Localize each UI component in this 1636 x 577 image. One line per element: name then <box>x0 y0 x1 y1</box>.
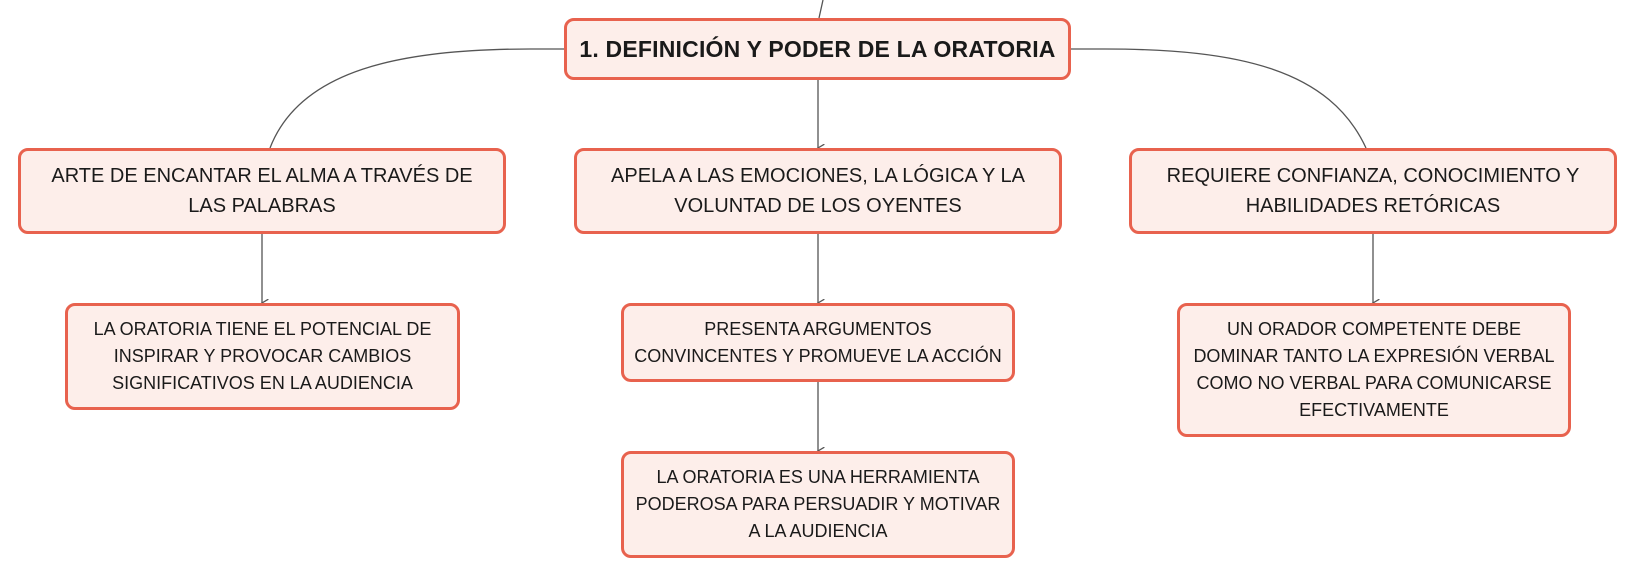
child-node-2-2[interactable] <box>621 451 1015 558</box>
root-node-label: 1. DEFINICIÓN Y PODER DE LA ORATORIA <box>579 35 1056 62</box>
connector-root-branch-1 <box>270 49 564 148</box>
child-node-1-1[interactable] <box>65 303 460 410</box>
child-node-3-1[interactable] <box>1177 303 1571 437</box>
child-node-3-1-label: UN ORADOR COMPETENTE DEBE DOMINAR TANTO LA EXPRESIÓN VERBAL COMO NO VERBAL PARA COMUNICARSE EFECTIVAMENTE <box>1193 319 1555 420</box>
branch-node-1[interactable] <box>18 148 506 234</box>
branch-node-3[interactable] <box>1129 148 1617 234</box>
child-node-1-1-label: LA ORATORIA TIENE EL POTENCIAL DE INSPIRAR Y PROVOCAR CAMBIOS SIGNIFICATIVOS EN LA AUDIENCIA <box>93 319 432 393</box>
child-node-2-2-label: LA ORATORIA ES UNA HERRAMIENTA PODEROSA PARA PERSUADIR Y MOTIVAR A LA AUDIENCIA <box>635 467 1001 541</box>
root-node[interactable] <box>564 18 1071 80</box>
incoming-connector <box>819 0 823 18</box>
connector-root-branch-3 <box>1071 49 1366 148</box>
branch-node-2-label: APELA A LAS EMOCIONES, LA LÓGICA Y LA VOLUNTAD DE LOS OYENTES <box>611 165 1025 217</box>
branch-node-2[interactable] <box>574 148 1062 234</box>
child-node-2-1-label: PRESENTA ARGUMENTOS CONVINCENTES Y PROMUEVE LA ACCIÓN <box>634 318 1002 366</box>
child-node-2-1[interactable] <box>621 303 1015 382</box>
branch-node-1-label: ARTE DE ENCANTAR EL ALMA A TRAVÉS DE LAS PALABRAS <box>51 165 473 217</box>
branch-node-3-label: REQUIERE CONFIANZA, CONOCIMIENTO Y HABILIDADES RETÓRICAS <box>1166 165 1580 217</box>
